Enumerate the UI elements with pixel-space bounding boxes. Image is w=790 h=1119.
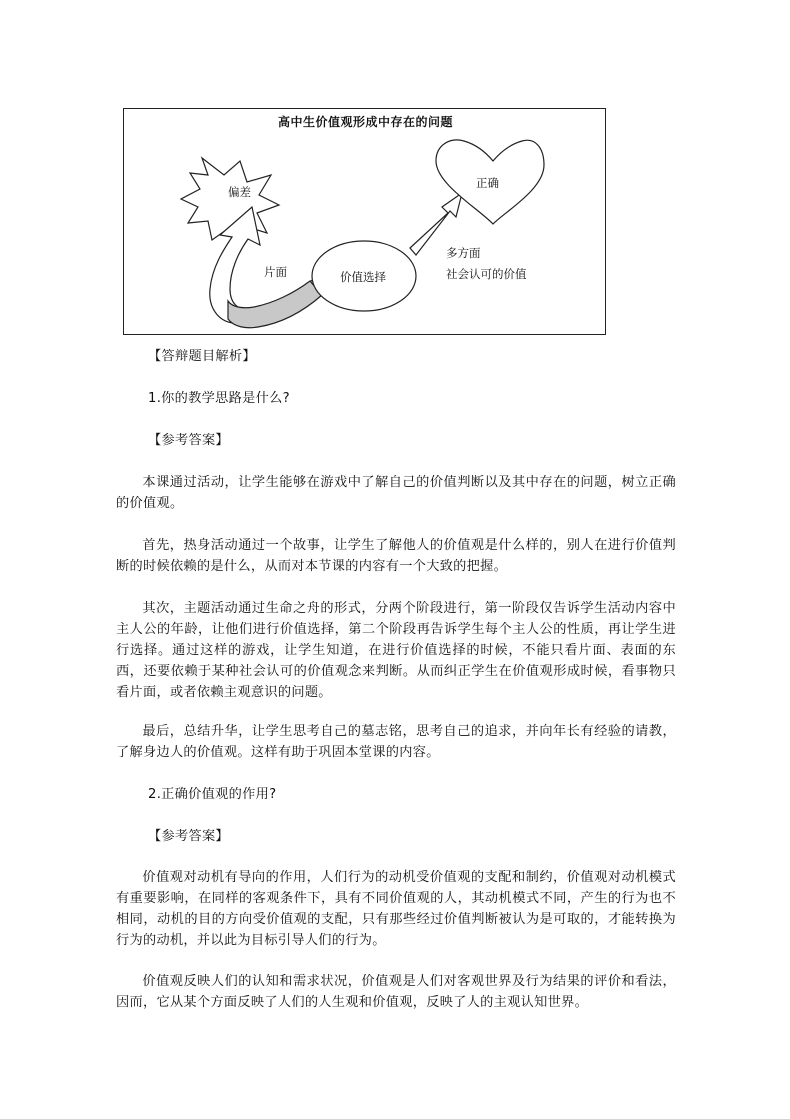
answer-2-paragraph-2: 价值观反映人们的认知和需求状况，价值观是人们对客观世界及行为结果的评价和看法，因而，它从某个方面反映了人们的人生观和价值观，反映了人的主观认知世界。	[116, 974, 676, 1010]
correct-label: 正确	[476, 176, 499, 190]
diagram-graphics	[124, 109, 607, 336]
social-values-label: 社会认可的价值	[446, 267, 527, 281]
section-heading: 【答辩题目解析】	[148, 349, 256, 364]
answer-1-paragraph-4: 最后，总结升华，让学生思考自己的墓志铭，思考自己的追求，并向年长有经验的请教，了解身边人的价值观。这样有助于巩固本堂课的内容。	[116, 724, 676, 760]
diagram-title: 高中生价值观形成中存在的问题	[277, 115, 453, 129]
answer-1-paragraph-1: 本课通过活动，让学生能够在游戏中了解自己的价值判断以及其中存在的问题，树立正确的价值观。	[116, 475, 676, 511]
value-choice-label: 价值选择	[340, 270, 386, 284]
one-sided-curve-tail	[228, 281, 322, 328]
answer-2-paragraph-1: 价值观对动机有导向的作用，人们行为的动机受价值观的支配和制约，价值观对动机模式有重要影响，在同样的客观条件下，具有不同价值观的人，其动机模式不同，产生的行为也不相同，动机的目的方向受价值观的支配，只有那些经过价值判断被认为是可取的，才能转换为行为的动机，并以此为目标引导人们的行为。	[116, 870, 676, 948]
value-formation-diagram	[123, 108, 606, 335]
question-1: 1.你的教学思路是什么?	[148, 391, 290, 406]
answer-heading-2: 【参考答案】	[148, 829, 229, 844]
one-sided-label: 片面	[264, 265, 287, 279]
many-aspects-label: 多方面	[446, 246, 481, 260]
answer-heading-1: 【参考答案】	[148, 433, 229, 448]
question-2: 2.正确价值观的作用?	[148, 787, 277, 802]
answer-1-paragraph-2: 首先，热身活动通过一个故事，让学生了解他人的价值观是什么样的，别人在进行价值判断的时候依赖的是什么，从而对本节课的内容有一个大致的把握。	[116, 538, 676, 574]
bias-label: 偏差	[228, 185, 251, 199]
answer-1-paragraph-3: 其次，主题活动通过生命之舟的形式，分两个阶段进行，第一阶段仅告诉学生活动内容中主人公的年龄，让他们进行价值选择，第二个阶段再告诉学生每个主人公的性质，再让学生进行选择。通过这样的游戏，让学生知道，在进行价值选择的时候，不能只看片面、表面的东西，还要依赖于某种社会认可的价值观念来判断。从而纠正学生在价值观形成时候，看事物只看片面，或者依赖主观意识的问题。	[116, 601, 676, 700]
